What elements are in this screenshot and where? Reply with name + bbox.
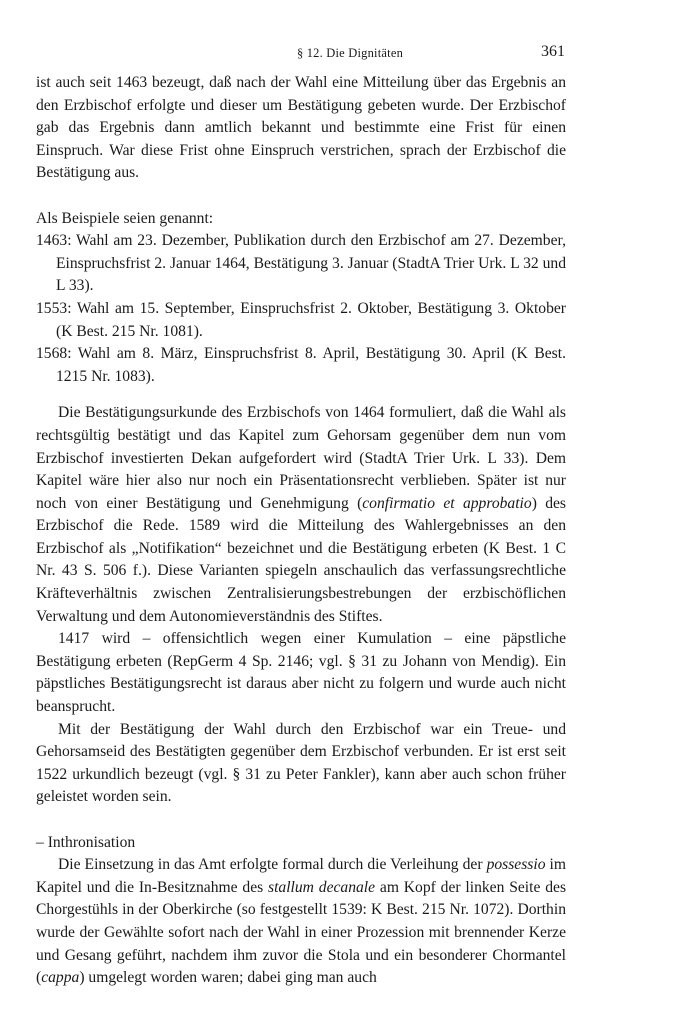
page-body — [36, 72, 566, 990]
text-run: Die Bestätigungsurkunde des Erzbischofs von 1464 formuliert, daß die Wahl als rechtsgültig bestätigt und das Kapitel zum Gehorsam gegenüber dem nun vom Erzbischof investierten Dekan aufgefordert wird (StadtA Trier Urk. L 33). Dem Kapitel wäre hier also nur noch ein Präsentationsrecht verblieben. Später ist nur noch von einer Bestätigung und Genehmigung ( — [36, 404, 566, 512]
examples-intro: Als Beispiele seien genannt: — [36, 209, 214, 227]
paragraph-oath: Mit der Bestätigung der Wahl durch den Erzbischof war ein Treue- und Gehorsamseid des Bestätigten gegenüber dem Erzbischof verbunden. Er ist erst seit 1522 urkundlich bezeugt (vgl. § 31 zu Peter Fankler), kann aber auch schon früher geleistet worden sein. — [36, 720, 566, 806]
latin-term: confirmatio et approbatio — [362, 494, 532, 512]
text-run: im Kapitel und die In-Besitznahme des — [36, 856, 566, 896]
latin-term: possessio — [486, 856, 546, 874]
running-head — [0, 44, 700, 64]
text-run: am Kopf der linken Seite des Chorgestühls in der Oberkirche (so festgestellt 1539: K Best. 215 Nr. 1072). Dorthin wurde der Gewählte sofort nach der Wahl in einer Prozession mit brennender Kerze und Gesang geführt, nachdem ihm zuvor die Stola und ein besonderer Chormantel ( — [36, 878, 567, 987]
text-run: ) des Erzbischof die Rede. 1589 wird die Mitteilung des Wahlergebnisses an den Erzbischof als „Notifikation“ bezeichnet und die Bestätigung erbeten (K Best. 1 C Nr. 43 S. 506 f.). Diese Varianten spiegeln anschaulich das verfassungsrechtliche Kräfteverhältnis zwischen Zentralisierungsbestrebungen der erzbischöflichen Verwaltung und dem Autonomieverständnis des Stiftes. — [36, 494, 566, 625]
example-1568: 1568: Wahl am 8. März, Einspruchsfrist 8. April, Bestätigung 30. April (K Best. 1215 Nr. 1083). — [36, 345, 566, 385]
text-run: Die Einsetzung in das Amt erfolgte formal durch die Verleihung der — [58, 856, 487, 874]
paragraph-confirmation-document — [36, 402, 566, 628]
page-number: 361 — [541, 43, 565, 60]
example-1553: 1553: Wahl am 15. September, Einspruchsfrist 2. Oktober, Bestätigung 3. Oktober (K Best. 215 Nr. 1081). — [36, 299, 566, 340]
paragraph-election-notification: ist auch seit 1463 bezeugt, daß nach der Wahl eine Mitteilung über das Ergebnis an den Erzbischof erfolgte und dieser um Bestätigung gebeten wurde. Der Erzbischof gab das Ergebnis dann amtlich bekannt und bestimmte eine Frist für einen Einspruch. War diese Frist ohne Einspruch verstrichen, sprach der Erzbischof die Bestätigung aus. — [36, 74, 566, 182]
latin-term: stallum decanale — [268, 878, 376, 896]
section-title: § 12. Die Dignitäten — [296, 46, 404, 60]
text-run: ) umgelegt worden waren; dabei ging man auch — [79, 969, 377, 987]
paragraph-papal-confirmation: 1417 wird – offensichtlich wegen einer Kumulation – eine päpstliche Bestätigung erbeten (RepGerm 4 Sp. 2146; vgl. § 31 zu Johann von Mendig). Ein päpstliches Bestätigungsrecht ist daraus aber nicht zu folgern und wurde auch nicht beansprucht. — [36, 630, 566, 716]
example-1463: 1463: Wahl am 23. Dezember, Publikation durch den Erzbischof am 27. Dezember, Einspruchsfrist 2. Januar 1464, Bestätigung 3. Januar (StadtA Trier Urk. L 32 und L 33). — [36, 232, 566, 295]
subheading-inthronisation: – Inthronisation — [36, 833, 136, 851]
latin-term: cappa — [41, 969, 80, 987]
paragraph-inthronisation — [36, 854, 566, 990]
